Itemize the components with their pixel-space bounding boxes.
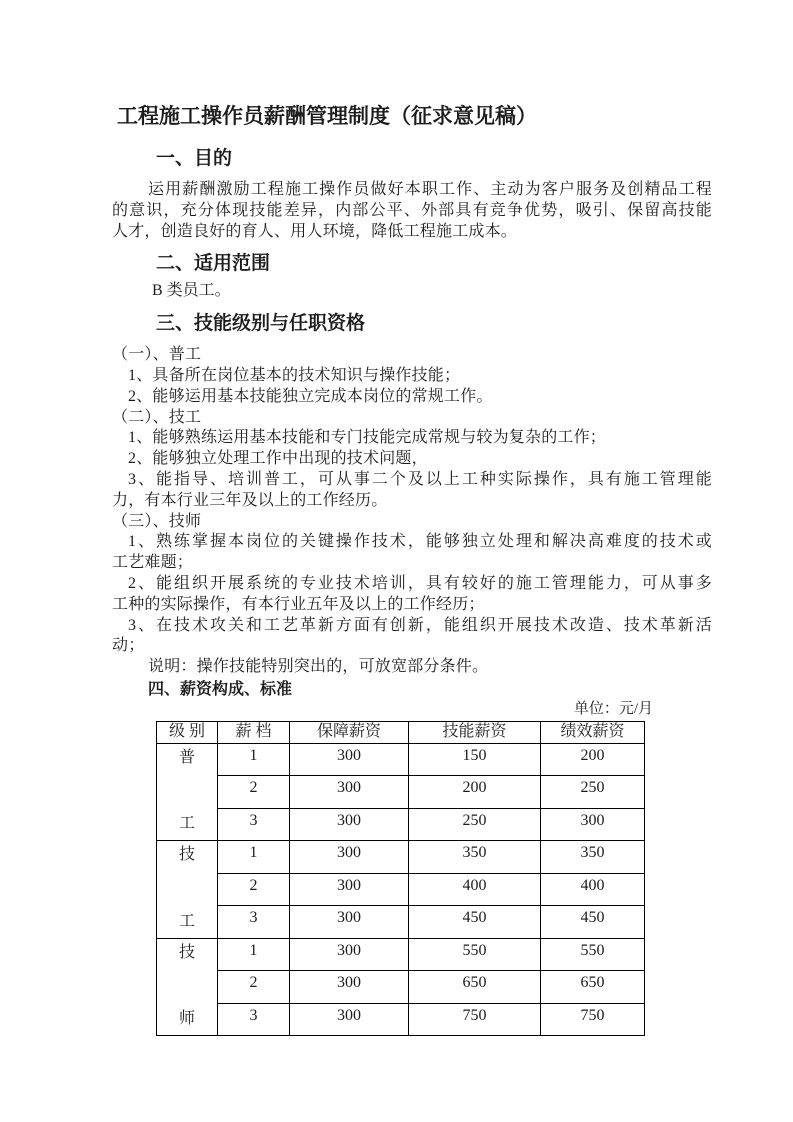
text-line: 的意识，充分体现技能差异，内部公平、外部具有竞争优势，吸引、保留高技能 <box>112 201 712 219</box>
table-cell: 450 <box>541 906 645 939</box>
table-cell: 1 <box>218 743 290 776</box>
table-cell: 300 <box>290 1003 409 1036</box>
table-cell: 1 <box>218 841 290 874</box>
table-cell: 3 <box>218 808 290 841</box>
text-line: 工艺难题； <box>112 554 194 572</box>
table-cell: 300 <box>290 873 409 906</box>
table-cell: 300 <box>290 743 409 776</box>
table-cell: 750 <box>541 1003 645 1036</box>
level-char-top: 技 <box>178 943 195 961</box>
table-cell: 2 <box>218 776 290 809</box>
text-line: 1、熟练掌握本岗位的关键操作技术，能够独立处理和解决高难度的技术或 <box>128 533 712 551</box>
doc-title: 工程施工操作员薪酬管理制度（征求意见稿） <box>117 104 537 128</box>
table-cell: 550 <box>409 938 541 971</box>
table-row <box>157 776 645 809</box>
table-header-cell: 级 别 <box>157 721 218 743</box>
unit-label: 单位：元/月 <box>573 700 653 717</box>
table-cell: 450 <box>409 906 541 939</box>
table-row <box>157 808 645 841</box>
text-line: 人才，创造良好的育人、用人环境，降低工程施工成本。 <box>112 222 518 240</box>
text-line: 2、能组织开展系统的专业技术培训，具有较好的施工管理能力，可从事多 <box>128 574 712 592</box>
table-cell: 1 <box>218 938 290 971</box>
level-cell <box>157 938 218 1036</box>
level-char-bottom: 工 <box>178 815 195 833</box>
document-content <box>112 102 712 1036</box>
heading-salary: 四、薪资构成、标准 <box>148 680 293 698</box>
table-cell: 300 <box>290 938 409 971</box>
table-cell: 350 <box>409 841 541 874</box>
table-cell: 250 <box>409 808 541 841</box>
scope-body: B 类员工。 <box>152 282 231 300</box>
table-cell: 650 <box>409 971 541 1004</box>
level-char-top: 普 <box>178 748 195 766</box>
heading-skill: 三、技能级别与任职资格 <box>156 313 366 335</box>
text-line: 2、能够运用基本技能独立完成本岗位的常规工作。 <box>128 387 493 405</box>
table-header-cell: 技能薪资 <box>409 721 541 743</box>
table-cell: 300 <box>541 808 645 841</box>
salary-table <box>156 721 645 1037</box>
table-row <box>157 1003 645 1036</box>
purpose-paragraph <box>112 180 712 242</box>
table-cell: 250 <box>541 776 645 809</box>
table-cell: 3 <box>218 1003 290 1036</box>
text-line: 动； <box>112 637 145 655</box>
text-line: 工种的实际操作，有本行业五年及以上的工作经历； <box>112 595 485 613</box>
text-line: 运用薪酬激励工程施工操作员做好本职工作、主动为客户服务及创精品工程 <box>148 181 712 198</box>
table-cell: 400 <box>409 873 541 906</box>
text-line: 1、能够熟练运用基本技能和专门技能完成常规与较为复杂的工作； <box>128 429 607 447</box>
table-row <box>157 938 645 971</box>
level-cell <box>157 743 218 841</box>
table-cell: 200 <box>541 743 645 776</box>
table-cell: 3 <box>218 906 290 939</box>
text-line: （二）、技工 <box>112 408 202 426</box>
table-cell: 200 <box>409 776 541 809</box>
table-cell: 300 <box>290 906 409 939</box>
heading-scope: 二、适用范围 <box>156 253 271 275</box>
table-header-row <box>157 721 645 743</box>
text-line: 3、在技术攻关和工艺革新方面有创新，能组织开展技术改造、技术革新活 <box>128 616 712 634</box>
table-row <box>157 841 645 874</box>
table-cell: 150 <box>409 743 541 776</box>
skill-paragraphs <box>112 345 712 678</box>
level-char-bottom: 工 <box>178 912 195 930</box>
table-header-cell: 薪 档 <box>218 721 290 743</box>
table-cell: 350 <box>541 841 645 874</box>
heading-purpose: 一、目的 <box>156 148 233 169</box>
level-cell <box>157 841 218 939</box>
table-header-cell: 绩效薪资 <box>541 721 645 743</box>
table-row <box>157 743 645 776</box>
text-line: 2、能够独立处理工作中出现的技术问题， <box>128 450 428 468</box>
table-cell: 2 <box>218 873 290 906</box>
table-cell: 400 <box>541 873 645 906</box>
table-cell: 750 <box>409 1003 541 1036</box>
table-cell: 300 <box>290 776 409 809</box>
table-row <box>157 906 645 939</box>
level-char-top: 技 <box>178 846 195 864</box>
level-char-bottom: 师 <box>178 1010 195 1028</box>
text-line: （三）、技师 <box>112 512 202 530</box>
table-cell: 650 <box>541 971 645 1004</box>
text-line: 1、具备所在岗位基本的技术知识与操作技能； <box>128 366 461 384</box>
text-line: 力，有本行业三年及以上的工作经历。 <box>112 491 388 509</box>
table-cell: 300 <box>290 808 409 841</box>
text-line: 说明：操作技能特别突出的，可放宽部分条件。 <box>148 658 489 676</box>
table-row <box>157 873 645 906</box>
table-cell: 2 <box>218 971 290 1004</box>
table-cell: 300 <box>290 971 409 1004</box>
text-line: 3、能指导、培训普工，可从事二个及以上工种实际操作，具有施工管理能 <box>128 470 712 488</box>
table-header-cell: 保障薪资 <box>290 721 409 743</box>
table-cell: 550 <box>541 938 645 971</box>
table-cell: 300 <box>290 841 409 874</box>
text-line: （一）、普工 <box>112 346 202 364</box>
table-row <box>157 971 645 1004</box>
